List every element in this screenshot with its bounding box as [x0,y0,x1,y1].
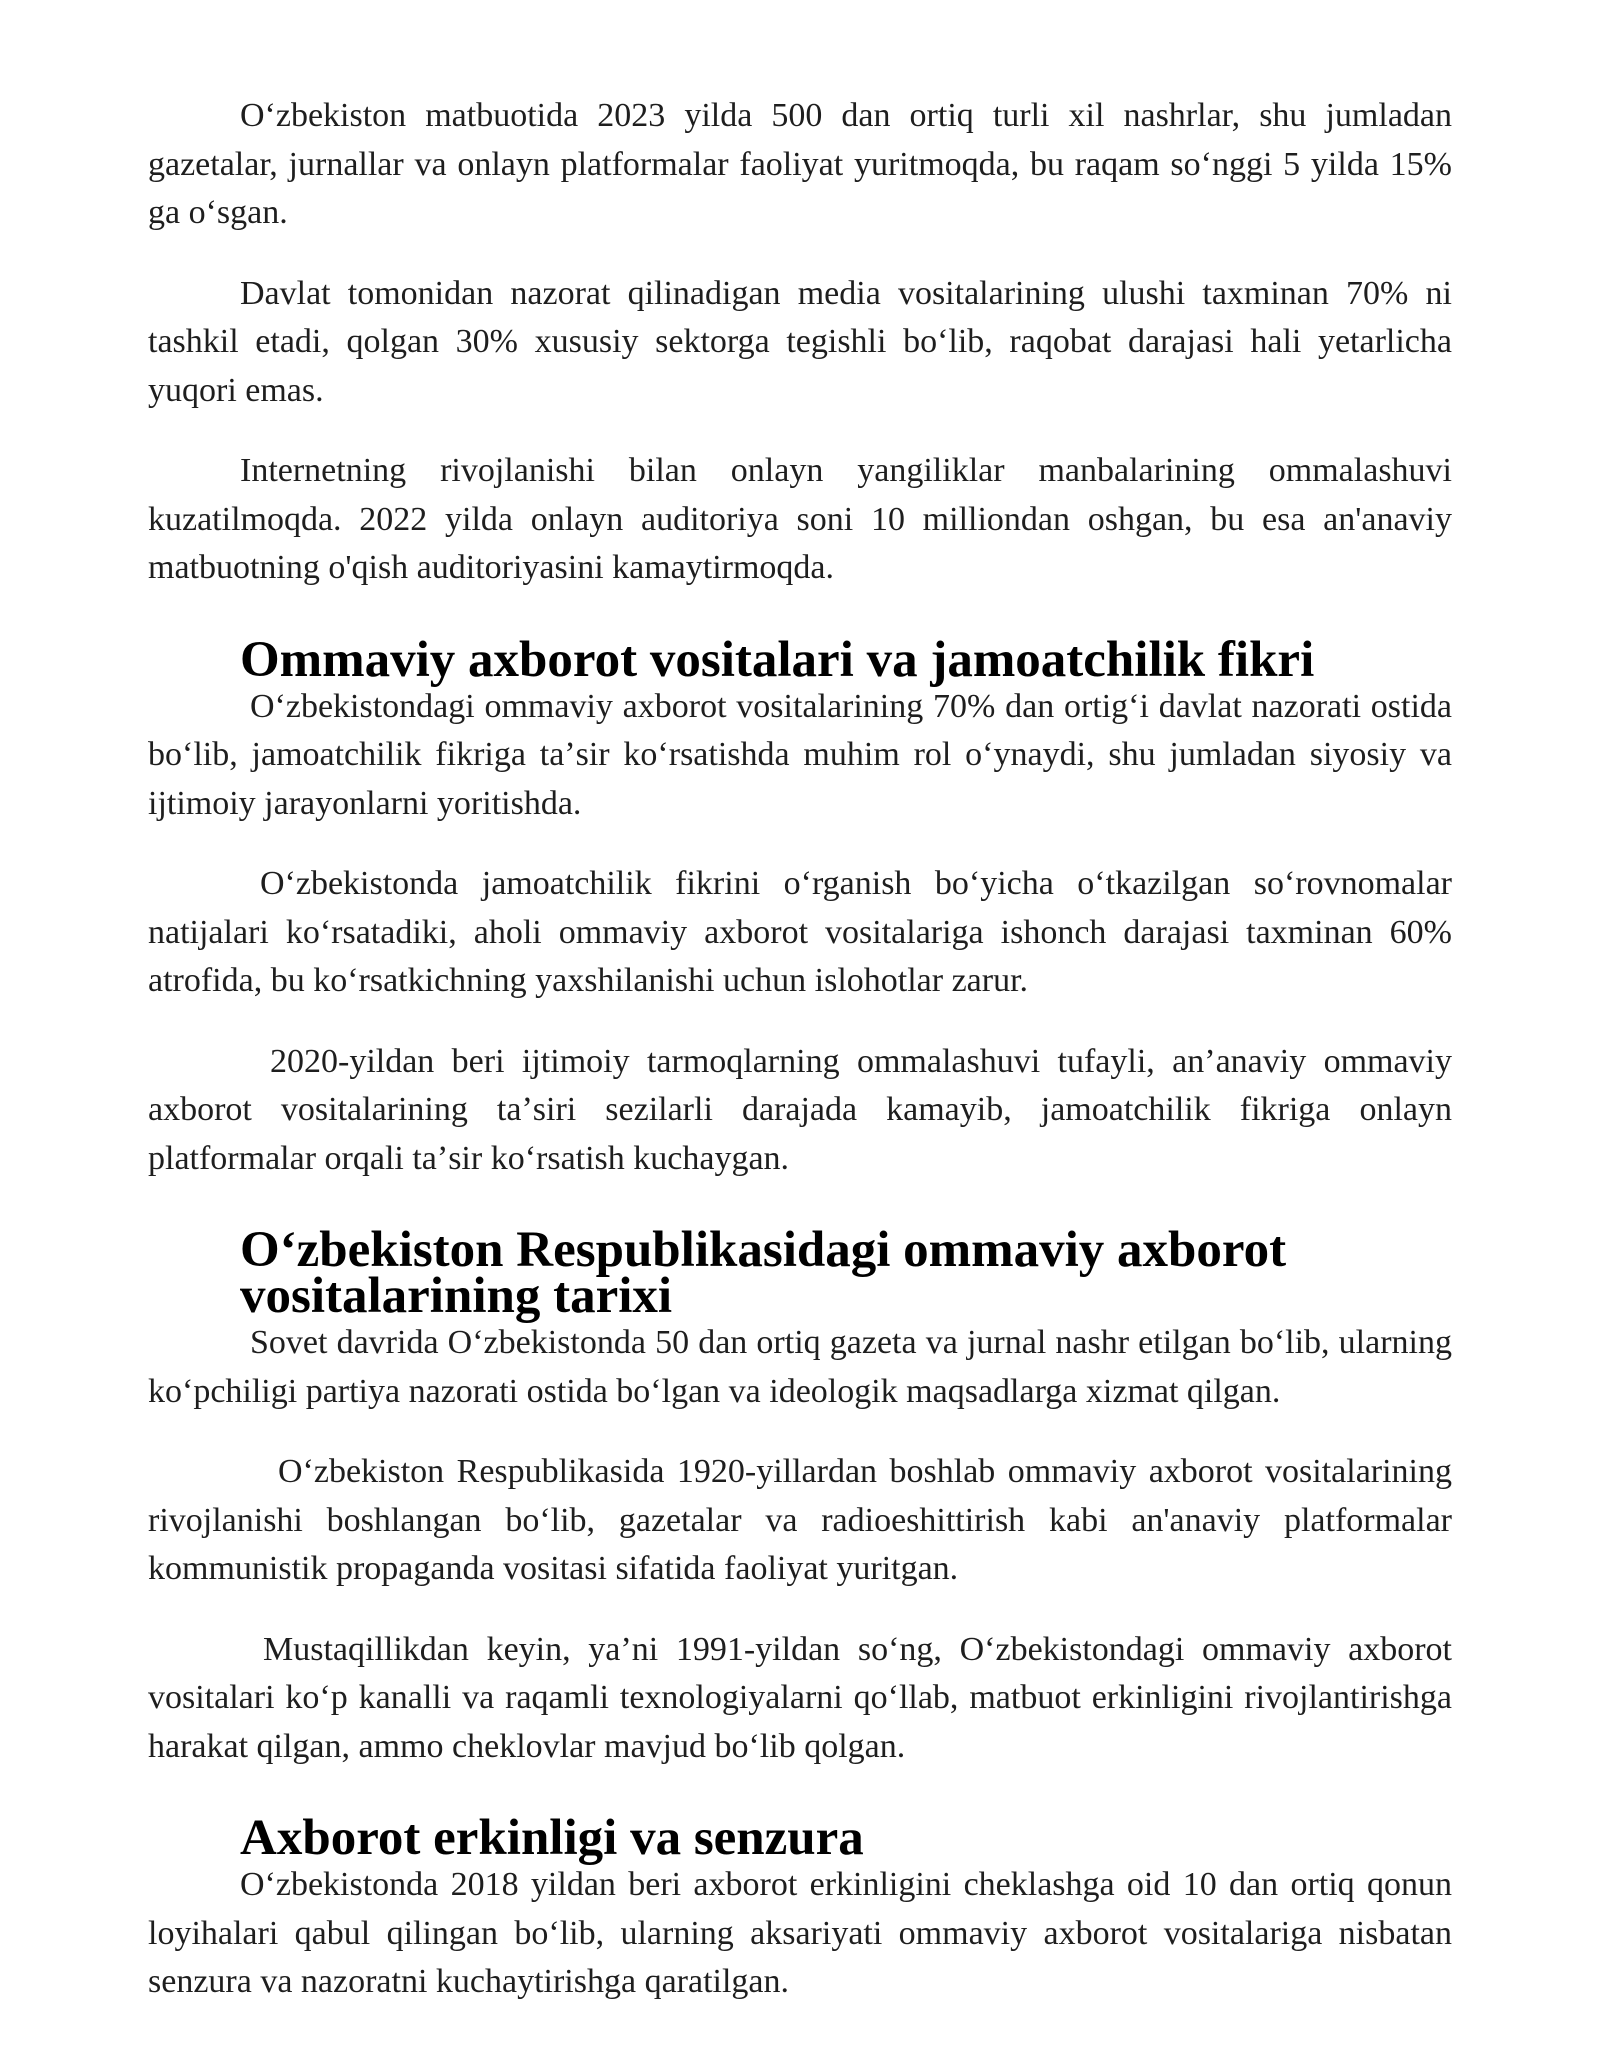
heading-public-opinion: Ommaviy axborot vositalari va jamoatchilik fikri [240,631,1315,688]
public-opinion-paragraph-1: Oʻzbekistondagi ommaviy axborot vositalarining 70% dan ortigʻi davlat nazorati ostida boʻlib, jamoatchilik fikriga taʼsir koʻrsatishda muhim rol oʻynaydi, shu jumladan siyosiy va ijtimoiy jarayonlarni yoritishda. [148,687,1452,822]
document-page [148,92,1452,2039]
intro-paragraph-2: Davlat tomonidan nazorat qilinadigan media vositalarining ulushi taxminan 70% ni tashkil etadi, qolgan 30% xususiy sektorga tegishli boʻlib, raqobat darajasi hali yetarlicha yuqori emas. [148,274,1452,409]
history-paragraph-1: Sovet davrida Oʻzbekistonda 50 dan ortiq gazeta va jurnal nashr etilgan boʻlib, ularning koʻpchiligi partiya nazorati ostida boʻlgan va ideologik maqsadlarga xizmat qilgan. [148,1324,1452,1410]
heading-freedom: Axborot erkinligi va senzura [240,1810,864,1866]
history-paragraph-2: Oʻzbekiston Respublikasida 1920-yillardan boshlab ommaviy axborot vositalarining rivojlanishi boshlangan boʻlib, gazetalar va radioeshittirish kabi an'anaviy platformalar kommunistik propaganda vositasi sifatida faoliyat yuritgan. [148,1453,1452,1587]
freedom-paragraph-1: Oʻzbekistonda 2018 yildan beri axborot erkinligini cheklashga oid 10 dan ortiq qonun loyihalari qabul qilingan boʻlib, ularning aksariyati ommaviy axborot vositalariga nisbatan senzura va nazoratni kuchaytirishga qaratilgan. [148,1866,1452,2000]
public-opinion-paragraph-3: 2020-yildan beri ijtimoiy tarmoqlarning ommalashuvi tufayli, an’anaviy ommaviy axborot vositalarining taʼsiri sezilarli darajada kamayib, jamoatchilik fikriga onlayn platformalar orqali taʼsir koʻrsatish kuchaygan. [148,1042,1452,1177]
heading-history: Oʻzbekiston Respublikasidagi ommaviy axborot vositalarining tarixi [240,1222,1287,1324]
history-paragraph-3: Mustaqillikdan keyin, ya’ni 1991-yildan soʻng, Oʻzbekistondagi ommaviy axborot vositalari koʻp kanalli va raqamli texnologiyalarni qoʻllab, matbuot erkinligini rivojlantirishga harakat qilgan, ammo cheklovlar mavjud boʻlib qolgan. [148,1630,1452,1765]
intro-paragraph-3: Internetning rivojlanishi bilan onlayn yangiliklar manbalarining ommalashuvi kuzatilmoqda. 2022 yilda onlayn auditoriya soni 10 milliondan oshgan, bu esa an'anaviy matbuotning o'qish auditoriyasini kamaytirmoqda. [148,452,1452,586]
intro-paragraph-1: Oʻzbekiston matbuotida 2023 yilda 500 dan ortiq turli xil nashrlar, shu jumladan gazetalar, jurnallar va onlayn platformalar faoliyat yuritmoqda, bu raqam soʻnggi 5 yilda 15% ga oʻsgan. [148,97,1452,231]
public-opinion-paragraph-2: Oʻzbekistonda jamoatchilik fikrini oʻrganish boʻyicha oʻtkazilgan soʻrovnomalar natijalari koʻrsatadiki, aholi ommaviy axborot vositalariga ishonch darajasi taxminan 60% atrofida, bu koʻrsatkichning yaxshilanishi uchun islohotlar zarur. [148,865,1452,999]
